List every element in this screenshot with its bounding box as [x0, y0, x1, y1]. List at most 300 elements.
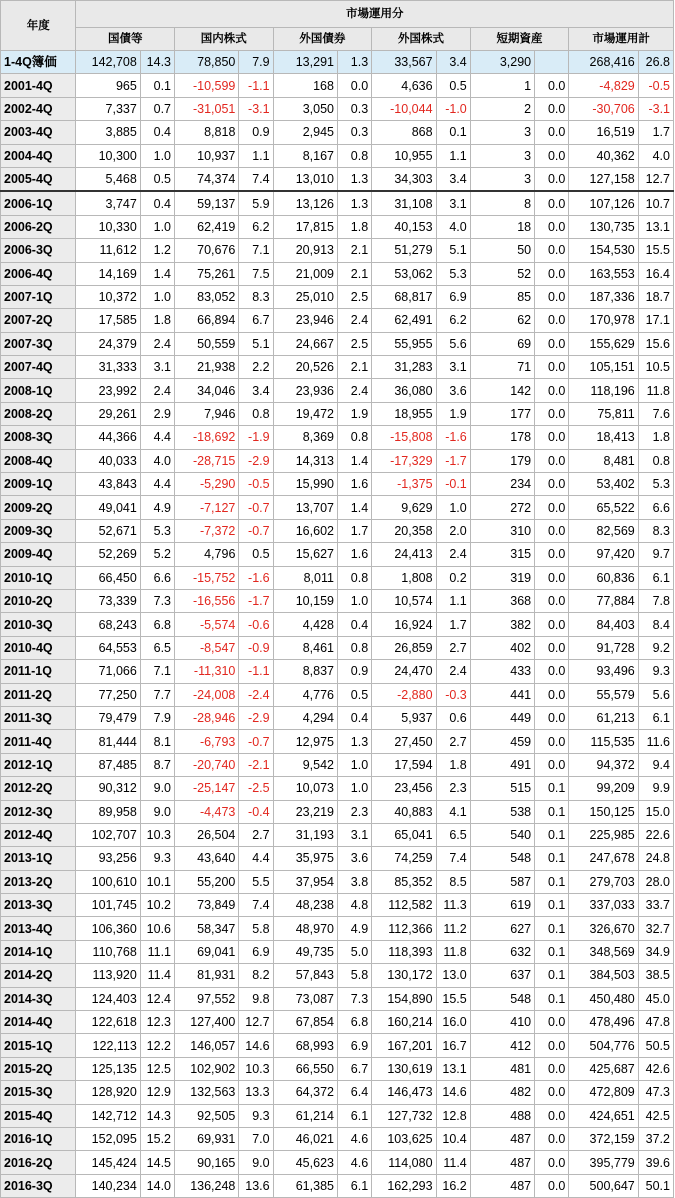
amount-cell: 167,201 — [372, 1034, 436, 1057]
percent-cell: 15.0 — [638, 800, 673, 823]
percent-cell: 0.1 — [535, 847, 569, 870]
row-period-label: 2013-3Q — [1, 894, 76, 917]
percent-cell: 4.8 — [337, 894, 371, 917]
amount-cell: 20,526 — [273, 356, 337, 379]
amount-cell: 548 — [470, 987, 534, 1010]
amount-cell: 372,159 — [569, 1127, 638, 1150]
amount-cell: 450,480 — [569, 987, 638, 1010]
amount-cell: 52 — [470, 262, 534, 285]
percent-cell: 50.5 — [638, 1034, 673, 1057]
amount-cell: 73,849 — [175, 894, 239, 917]
amount-cell: 68,817 — [372, 285, 436, 308]
table-row — [1, 426, 674, 449]
percent-cell: 0.2 — [436, 566, 470, 589]
percent-cell: 0.4 — [337, 706, 371, 729]
percent-cell: 0.0 — [535, 74, 569, 97]
percent-cell: 0.0 — [535, 1151, 569, 1174]
amount-cell: 78,850 — [175, 51, 239, 74]
row-period-label: 2015-2Q — [1, 1057, 76, 1080]
percent-cell: 14.3 — [140, 51, 174, 74]
row-period-label: 2014-2Q — [1, 964, 76, 987]
row-period-label: 2006-1Q — [1, 191, 76, 215]
amount-cell: 8,011 — [273, 566, 337, 589]
percent-cell: 12.4 — [140, 987, 174, 1010]
percent-cell: 6.9 — [239, 940, 273, 963]
amount-cell: 65,522 — [569, 496, 638, 519]
amount-cell: 368 — [470, 589, 534, 612]
percent-cell: 11.4 — [436, 1151, 470, 1174]
row-period-label: 2009-1Q — [1, 473, 76, 496]
amount-cell: 87,485 — [76, 753, 140, 776]
percent-cell: 4.0 — [638, 144, 673, 167]
amount-cell: 13,291 — [273, 51, 337, 74]
table-row — [1, 917, 674, 940]
table-row — [1, 987, 674, 1010]
row-period-label: 2015-1Q — [1, 1034, 76, 1057]
amount-cell: 113,920 — [76, 964, 140, 987]
percent-cell: 6.8 — [337, 1011, 371, 1034]
table-row — [1, 847, 674, 870]
amount-cell: 37,954 — [273, 870, 337, 893]
percent-cell: 2.1 — [337, 356, 371, 379]
percent-cell: 10.5 — [638, 356, 673, 379]
amount-cell: 10,955 — [372, 144, 436, 167]
row-period-label: 2016-2Q — [1, 1151, 76, 1174]
percent-cell: 7.0 — [239, 1127, 273, 1150]
amount-cell: 3,290 — [470, 51, 534, 74]
percent-cell: 10.3 — [140, 823, 174, 846]
amount-cell: 122,113 — [76, 1034, 140, 1057]
percent-cell: 6.5 — [140, 636, 174, 659]
amount-cell: 868 — [372, 121, 436, 144]
percent-cell: 38.5 — [638, 964, 673, 987]
percent-cell: -0.5 — [239, 473, 273, 496]
percent-cell: 0.0 — [535, 356, 569, 379]
table-row — [1, 940, 674, 963]
amount-cell: 40,883 — [372, 800, 436, 823]
amount-cell: 82,569 — [569, 519, 638, 542]
amount-cell: 247,678 — [569, 847, 638, 870]
amount-cell: 85,352 — [372, 870, 436, 893]
amount-cell: 142,712 — [76, 1104, 140, 1127]
table-row — [1, 97, 674, 120]
percent-cell: 6.5 — [436, 823, 470, 846]
percent-cell: 9.7 — [638, 543, 673, 566]
amount-cell: 326,670 — [569, 917, 638, 940]
amount-cell: 10,937 — [175, 144, 239, 167]
percent-cell: 7.7 — [140, 683, 174, 706]
amount-cell: 382 — [470, 613, 534, 636]
percent-cell: 8.4 — [638, 613, 673, 636]
percent-cell: 24.8 — [638, 847, 673, 870]
amount-cell: 24,470 — [372, 660, 436, 683]
amount-cell: 478,496 — [569, 1011, 638, 1034]
percent-cell: 11.4 — [140, 964, 174, 987]
amount-cell: 337,033 — [569, 894, 638, 917]
percent-cell: 0.0 — [535, 706, 569, 729]
amount-cell: 234 — [470, 473, 534, 496]
amount-cell: 395,779 — [569, 1151, 638, 1174]
percent-cell: 0.0 — [535, 285, 569, 308]
row-period-label: 2001-4Q — [1, 74, 76, 97]
amount-cell: 115,535 — [569, 730, 638, 753]
percent-cell: 5.6 — [638, 683, 673, 706]
amount-cell: 40,033 — [76, 449, 140, 472]
percent-cell: 1.0 — [140, 215, 174, 238]
amount-cell: 17,815 — [273, 215, 337, 238]
percent-cell: -0.3 — [436, 683, 470, 706]
amount-cell: 23,219 — [273, 800, 337, 823]
percent-cell: 0.0 — [535, 1034, 569, 1057]
amount-cell: 53,062 — [372, 262, 436, 285]
amount-cell: 34,046 — [175, 379, 239, 402]
amount-cell: 3,885 — [76, 121, 140, 144]
amount-cell: 3 — [470, 144, 534, 167]
percent-cell: 3.8 — [337, 870, 371, 893]
row-period-label: 2013-1Q — [1, 847, 76, 870]
row-period-label: 2015-3Q — [1, 1081, 76, 1104]
amount-cell: 68,243 — [76, 613, 140, 636]
amount-cell: 14,169 — [76, 262, 140, 285]
percent-cell: 2.7 — [436, 730, 470, 753]
percent-cell: 0.5 — [337, 683, 371, 706]
amount-cell: 24,379 — [76, 332, 140, 355]
percent-cell: 10.3 — [239, 1057, 273, 1080]
percent-cell: 18.7 — [638, 285, 673, 308]
amount-cell: -18,692 — [175, 426, 239, 449]
table-row — [1, 332, 674, 355]
percent-cell: 1.9 — [436, 402, 470, 425]
percent-cell: 6.9 — [337, 1034, 371, 1057]
amount-cell: -4,473 — [175, 800, 239, 823]
percent-cell: 0.6 — [436, 706, 470, 729]
percent-cell: 3.1 — [436, 356, 470, 379]
amount-cell: 52,671 — [76, 519, 140, 542]
row-period-label: 2016-1Q — [1, 1127, 76, 1150]
percent-cell: -0.9 — [239, 636, 273, 659]
amount-cell: 538 — [470, 800, 534, 823]
percent-cell: 1.4 — [140, 262, 174, 285]
amount-cell: 100,610 — [76, 870, 140, 893]
percent-cell: 6.4 — [337, 1081, 371, 1104]
percent-cell: 0.8 — [337, 636, 371, 659]
row-period-label: 2014-4Q — [1, 1011, 76, 1034]
table-row — [1, 191, 674, 215]
amount-cell: 11,612 — [76, 239, 140, 262]
percent-cell: 8.3 — [239, 285, 273, 308]
percent-cell: -0.7 — [239, 496, 273, 519]
amount-cell: -25,147 — [175, 777, 239, 800]
percent-cell: 28.0 — [638, 870, 673, 893]
amount-cell: 3 — [470, 167, 534, 191]
table-row — [1, 1104, 674, 1127]
percent-cell: 13.6 — [239, 1174, 273, 1197]
percent-cell: 10.7 — [638, 191, 673, 215]
amount-cell: 36,080 — [372, 379, 436, 402]
percent-cell: 9.0 — [140, 777, 174, 800]
amount-cell: 225,985 — [569, 823, 638, 846]
percent-cell: 1.8 — [140, 309, 174, 332]
row-period-label: 2011-1Q — [1, 660, 76, 683]
amount-cell: 31,108 — [372, 191, 436, 215]
amount-cell: 24,413 — [372, 543, 436, 566]
percent-cell: -1.6 — [436, 426, 470, 449]
amount-cell: 61,214 — [273, 1104, 337, 1127]
percent-cell: 0.0 — [535, 636, 569, 659]
amount-cell: 412 — [470, 1034, 534, 1057]
percent-cell: 7.4 — [239, 894, 273, 917]
amount-cell: 136,248 — [175, 1174, 239, 1197]
amount-cell: 19,472 — [273, 402, 337, 425]
percent-cell: 0.3 — [337, 121, 371, 144]
percent-cell: 10.4 — [436, 1127, 470, 1150]
amount-cell: 62 — [470, 309, 534, 332]
amount-cell: 9,542 — [273, 753, 337, 776]
amount-cell: 152,095 — [76, 1127, 140, 1150]
percent-cell: 1.7 — [436, 613, 470, 636]
amount-cell: 13,010 — [273, 167, 337, 191]
amount-cell: 8,837 — [273, 660, 337, 683]
amount-cell: 93,256 — [76, 847, 140, 870]
percent-cell: 2.4 — [140, 332, 174, 355]
percent-cell: 0.8 — [239, 402, 273, 425]
row-period-label: 2014-3Q — [1, 987, 76, 1010]
percent-cell: 1.7 — [337, 519, 371, 542]
percent-cell: -0.1 — [436, 473, 470, 496]
percent-cell: 5.1 — [436, 239, 470, 262]
row-period-label: 2007-3Q — [1, 332, 76, 355]
percent-cell: 0.0 — [535, 683, 569, 706]
table-row — [1, 589, 674, 612]
amount-cell: 66,894 — [175, 309, 239, 332]
amount-cell: 18 — [470, 215, 534, 238]
amount-cell: 69,041 — [175, 940, 239, 963]
percent-cell: 1.9 — [337, 402, 371, 425]
amount-cell: 69 — [470, 332, 534, 355]
row-period-label: 2003-4Q — [1, 121, 76, 144]
percent-cell: 15.5 — [436, 987, 470, 1010]
amount-cell: 127,400 — [175, 1011, 239, 1034]
table-row — [1, 660, 674, 683]
row-period-label: 2009-4Q — [1, 543, 76, 566]
table-row — [1, 1151, 674, 1174]
amount-cell: 15,990 — [273, 473, 337, 496]
percent-cell: 13.1 — [638, 215, 673, 238]
row-period-label: 2008-3Q — [1, 426, 76, 449]
amount-cell: 18,413 — [569, 426, 638, 449]
percent-cell: 6.2 — [239, 215, 273, 238]
table-row — [1, 613, 674, 636]
amount-cell: 142,708 — [76, 51, 140, 74]
percent-cell: -3.1 — [638, 97, 673, 120]
percent-cell: 39.6 — [638, 1151, 673, 1174]
amount-cell: 55,579 — [569, 683, 638, 706]
table-row — [1, 894, 674, 917]
percent-cell: 0.0 — [535, 660, 569, 683]
table-row — [1, 1127, 674, 1150]
amount-cell: 85 — [470, 285, 534, 308]
percent-cell: 13.0 — [436, 964, 470, 987]
percent-cell: 0.0 — [337, 74, 371, 97]
percent-cell: 7.3 — [140, 589, 174, 612]
amount-cell: 43,640 — [175, 847, 239, 870]
percent-cell: -1.0 — [436, 97, 470, 120]
table-row — [1, 402, 674, 425]
row-period-label: 2012-3Q — [1, 800, 76, 823]
percent-cell: 1.4 — [337, 496, 371, 519]
amount-cell: 50 — [470, 239, 534, 262]
amount-cell: 187,336 — [569, 285, 638, 308]
amount-cell: 75,811 — [569, 402, 638, 425]
percent-cell: 5.6 — [436, 332, 470, 355]
amount-cell: -10,044 — [372, 97, 436, 120]
amount-cell: 12,975 — [273, 730, 337, 753]
percent-cell: 0.1 — [436, 121, 470, 144]
table-row — [1, 262, 674, 285]
amount-cell: 81,931 — [175, 964, 239, 987]
amount-cell: 18,955 — [372, 402, 436, 425]
percent-cell: 11.2 — [436, 917, 470, 940]
percent-cell: 47.3 — [638, 1081, 673, 1104]
amount-cell: 9,629 — [372, 496, 436, 519]
percent-cell: 1.3 — [337, 167, 371, 191]
amount-cell: -8,547 — [175, 636, 239, 659]
percent-cell: 5.3 — [638, 473, 673, 496]
percent-cell: 0.0 — [535, 379, 569, 402]
amount-cell: -24,008 — [175, 683, 239, 706]
percent-cell: 0.0 — [535, 519, 569, 542]
percent-cell: 11.3 — [436, 894, 470, 917]
row-period-label: 2015-4Q — [1, 1104, 76, 1127]
table-row — [1, 870, 674, 893]
table-row — [1, 74, 674, 97]
percent-cell: 1.4 — [337, 449, 371, 472]
amount-cell: -7,127 — [175, 496, 239, 519]
amount-cell: 73,339 — [76, 589, 140, 612]
amount-cell: 103,625 — [372, 1127, 436, 1150]
percent-cell: 0.4 — [140, 121, 174, 144]
percent-cell: 12.8 — [436, 1104, 470, 1127]
percent-cell: 9.0 — [140, 800, 174, 823]
amount-cell: 73,087 — [273, 987, 337, 1010]
amount-cell: 110,768 — [76, 940, 140, 963]
amount-cell: 24,667 — [273, 332, 337, 355]
table-row — [1, 964, 674, 987]
row-period-label: 2011-2Q — [1, 683, 76, 706]
percent-cell: -1.1 — [239, 660, 273, 683]
table-row — [1, 777, 674, 800]
amount-cell: 3 — [470, 121, 534, 144]
amount-cell: 25,010 — [273, 285, 337, 308]
percent-cell: 42.6 — [638, 1057, 673, 1080]
amount-cell: 102,707 — [76, 823, 140, 846]
percent-cell: -0.7 — [239, 730, 273, 753]
table-row — [1, 144, 674, 167]
amount-cell: 154,890 — [372, 987, 436, 1010]
amount-cell: 90,312 — [76, 777, 140, 800]
percent-cell: 9.2 — [638, 636, 673, 659]
percent-cell: 1.1 — [436, 589, 470, 612]
row-period-label: 2012-1Q — [1, 753, 76, 776]
percent-cell: 2.2 — [239, 356, 273, 379]
percent-cell: 12.7 — [239, 1011, 273, 1034]
percent-cell: 0.0 — [535, 1104, 569, 1127]
percent-cell: 1.0 — [140, 285, 174, 308]
percent-cell: 0.0 — [535, 613, 569, 636]
percent-cell: 7.6 — [638, 402, 673, 425]
amount-cell: -5,290 — [175, 473, 239, 496]
amount-cell: 632 — [470, 940, 534, 963]
percent-cell: 2.4 — [337, 379, 371, 402]
percent-cell: 2.1 — [337, 262, 371, 285]
percent-cell: 0.4 — [140, 191, 174, 215]
amount-cell: 23,992 — [76, 379, 140, 402]
percent-cell: -0.4 — [239, 800, 273, 823]
row-period-label: 2012-4Q — [1, 823, 76, 846]
percent-cell: 3.1 — [337, 823, 371, 846]
percent-cell: 1.1 — [239, 144, 273, 167]
table-row — [1, 285, 674, 308]
amount-cell: 315 — [470, 543, 534, 566]
amount-cell: 40,153 — [372, 215, 436, 238]
percent-cell: 0.8 — [638, 449, 673, 472]
row-period-label: 2006-3Q — [1, 239, 76, 262]
percent-cell: 3.4 — [436, 51, 470, 74]
percent-cell: 0.8 — [337, 144, 371, 167]
amount-cell: 310 — [470, 519, 534, 542]
amount-cell: 33,567 — [372, 51, 436, 74]
percent-cell: 0.0 — [535, 402, 569, 425]
amount-cell: 66,550 — [273, 1057, 337, 1080]
amount-cell: 90,165 — [175, 1151, 239, 1174]
amount-cell: 26,859 — [372, 636, 436, 659]
amount-cell: 433 — [470, 660, 534, 683]
row-period-label: 2013-4Q — [1, 917, 76, 940]
amount-cell: 3,747 — [76, 191, 140, 215]
row-period-label: 2008-4Q — [1, 449, 76, 472]
row-period-label: 2008-2Q — [1, 402, 76, 425]
table-row — [1, 215, 674, 238]
table-row — [1, 1057, 674, 1080]
row-period-label: 2012-2Q — [1, 777, 76, 800]
amount-cell: 49,735 — [273, 940, 337, 963]
amount-cell: 491 — [470, 753, 534, 776]
table-row — [1, 239, 674, 262]
percent-cell: 5.1 — [239, 332, 273, 355]
percent-cell: 10.2 — [140, 894, 174, 917]
amount-cell: 487 — [470, 1174, 534, 1197]
percent-cell: 8.3 — [638, 519, 673, 542]
row-period-label: 2008-1Q — [1, 379, 76, 402]
percent-cell: 15.6 — [638, 332, 673, 355]
amount-cell: 449 — [470, 706, 534, 729]
amount-cell: 114,080 — [372, 1151, 436, 1174]
percent-cell: 6.9 — [436, 285, 470, 308]
percent-cell: 0.8 — [337, 426, 371, 449]
percent-cell: 11.1 — [140, 940, 174, 963]
amount-cell: 410 — [470, 1011, 534, 1034]
percent-cell: 2.7 — [436, 636, 470, 659]
percent-cell: 1.3 — [337, 51, 371, 74]
percent-cell: 4.1 — [436, 800, 470, 823]
percent-cell: 1.2 — [140, 239, 174, 262]
percent-cell: 7.8 — [638, 589, 673, 612]
percent-cell: 0.3 — [337, 97, 371, 120]
percent-cell: 12.5 — [140, 1057, 174, 1080]
amount-cell: 64,372 — [273, 1081, 337, 1104]
amount-cell: 74,259 — [372, 847, 436, 870]
amount-cell: -2,880 — [372, 683, 436, 706]
